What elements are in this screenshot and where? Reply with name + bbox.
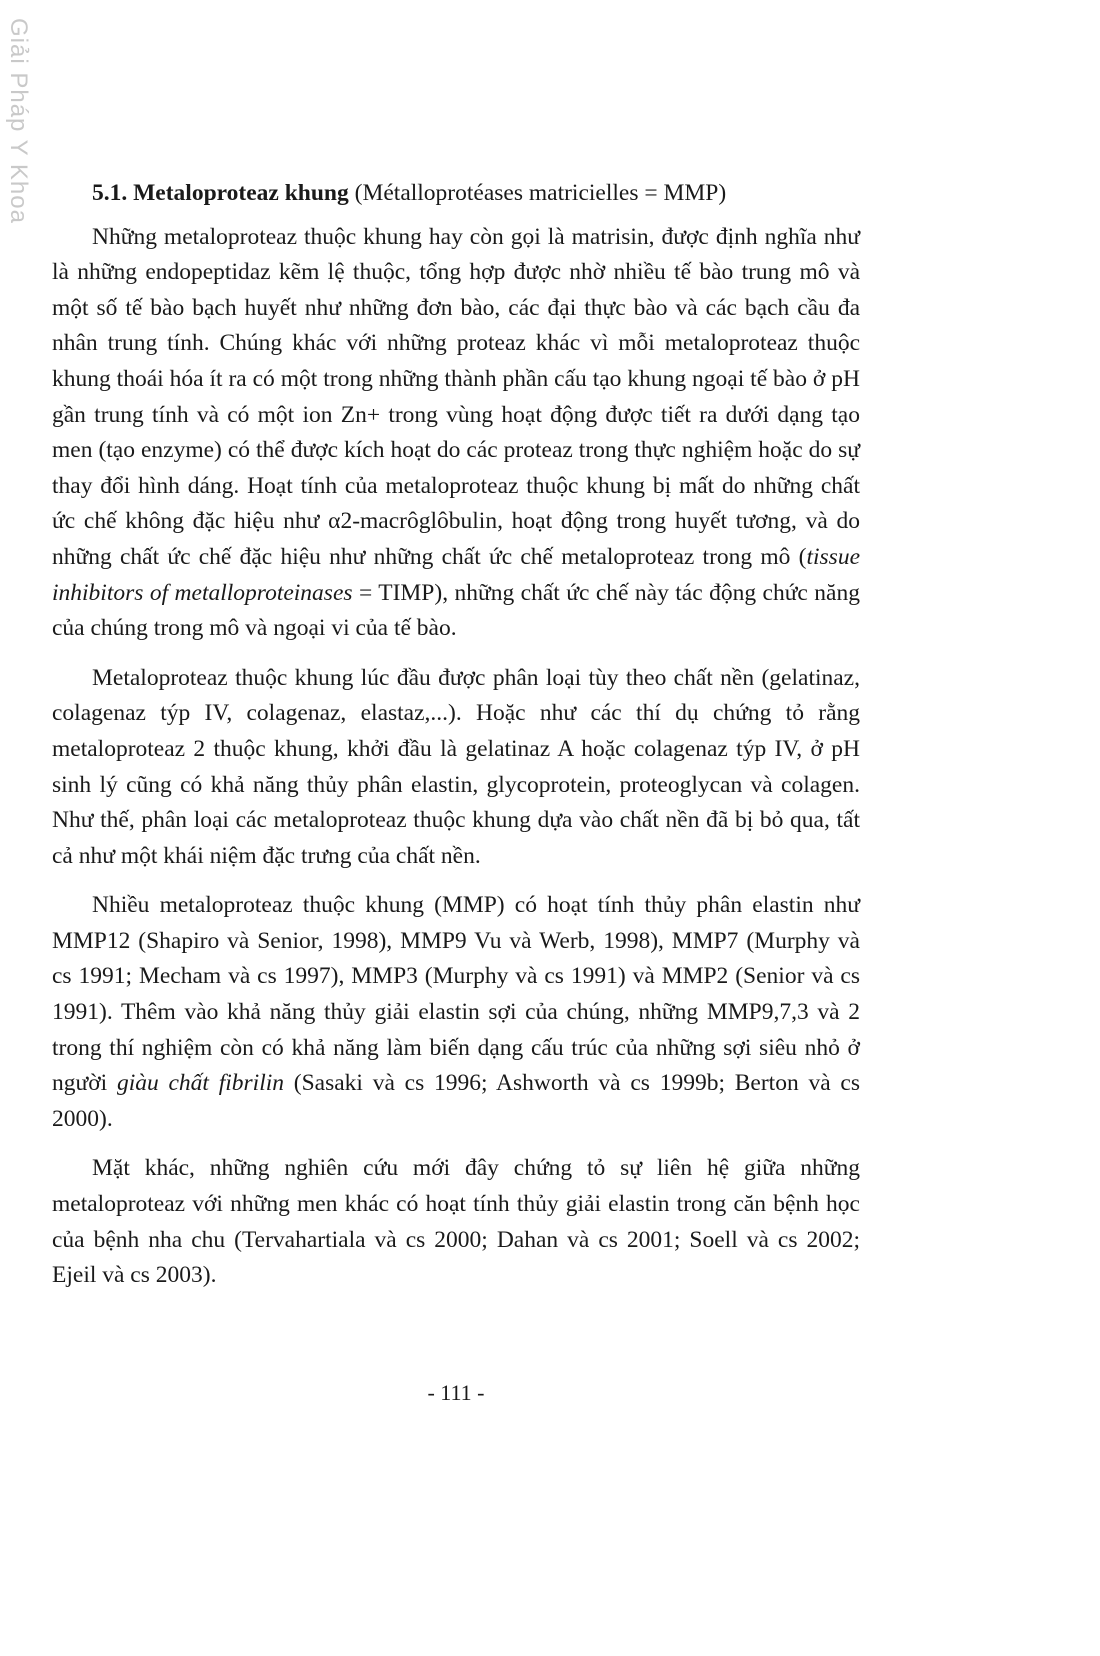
page-content [52, 176, 860, 1308]
section-heading [52, 176, 860, 212]
p1-text-b: = TIMP), những chất ức chế này tác động chức năng của chúng trong mô và ngoại vi của tế bào. [52, 579, 860, 642]
p1-italic: tissue inhibitors of metalloproteinases [52, 543, 860, 606]
p3-italic: giàu chất fibrilin [116, 1070, 285, 1097]
p1-text-a: Những metaloproteaz thuộc khung hay còn gọi là matrisin, được định nghĩa như là những endopeptidaz kẽm lệ thuộc, tổng hợp được nhờ nhiều tế bào trung mô và một số tế bào bạch huyết như những đơn bào, các đại thực bào và các bạch cầu đa nhân trung tính. Chúng khác với những proteaz khác vì mỗi metaloproteaz thuộc khung thoái hóa ít ra có một trong những thành phần cấu tạo khung ngoại tế bào ở pH gần trung tính và có một ion Zn+ trong vùng hoạt động được tiết ra dưới dạng tạo men (tạo enzyme) có thể được kích hoạt do các proteaz trong thực nghiệm hoặc do sự thay đổi hình dáng. Hoạt tính của metaloproteaz thuộc khung bị mất do những chất ức chế không đặc hiệu như α2-macrôglôbulin, hoạt động trong huyết tương, và do những chất ức chế đặc hiệu như những chất ức chế metaloproteaz trong mô ( [52, 223, 860, 570]
p3-text-b: (Sasaki và cs 1996; Ashworth và cs 1999b; Berton và cs 2000). [52, 1070, 860, 1132]
paragraph-3 [52, 888, 860, 1137]
paragraph-2: Metaloproteaz thuộc khung lúc đầu được phân loại tùy theo chất nền (gelatinaz, colagenaz týp IV, colagenaz, elastaz,...). Hoặc như các thí dụ chứng tỏ rằng metaloproteaz 2 thuộc khung, khởi đầu là gelatinaz A hoặc colagenaz týp IV, ở pH sinh lý cũng có khả năng thủy phân elastin, glycoprotein, proteoglycan và colagen. Như thế, phân loại các metaloproteaz thuộc khung dựa vào chất nền đã bị bỏ qua, tất cả như một khái niệm đặc trưng của chất nền. [52, 664, 860, 869]
paragraph-1 [52, 220, 860, 647]
heading-bold: 5.1. Metaloproteaz khung [92, 180, 349, 206]
page-number: - 111 - [427, 1380, 485, 1405]
paragraph-4: Mặt khác, những nghiên cứu mới đây chứng tỏ sự liên hệ giữa những metaloproteaz với những men khác có hoạt tính thủy giải elastin trong căn bệnh học của bệnh nha chu (Tervahartiala và cs 2000; Dahan và cs 2001; Soell và cs 2002; Ejeil và cs 2003). [52, 1155, 860, 1289]
heading-rest: (Métalloprotéases matricielles = MMP) [348, 180, 727, 206]
watermark: Giải Pháp Y Khoa [5, 18, 32, 224]
p3-text-a: Nhiều metaloproteaz thuộc khung (MMP) có hoạt tính thủy phân elastin như MMP12 (Shapiro và Senior, 1998), MMP9 Vu và Werb, 1998), MMP7 (Murphy và cs 1991; Mecham và cs 1997), MMP3 (Murphy và cs 1991) và MMP2 (Senior và cs 1991). Thêm vào khả năng thủy giải elastin sợi của chúng, những MMP9,7,3 và 2 trong thí nghiệm còn có khả năng làm biến dạng cấu trúc của những sợi siêu nhỏ ở người [52, 892, 860, 1097]
